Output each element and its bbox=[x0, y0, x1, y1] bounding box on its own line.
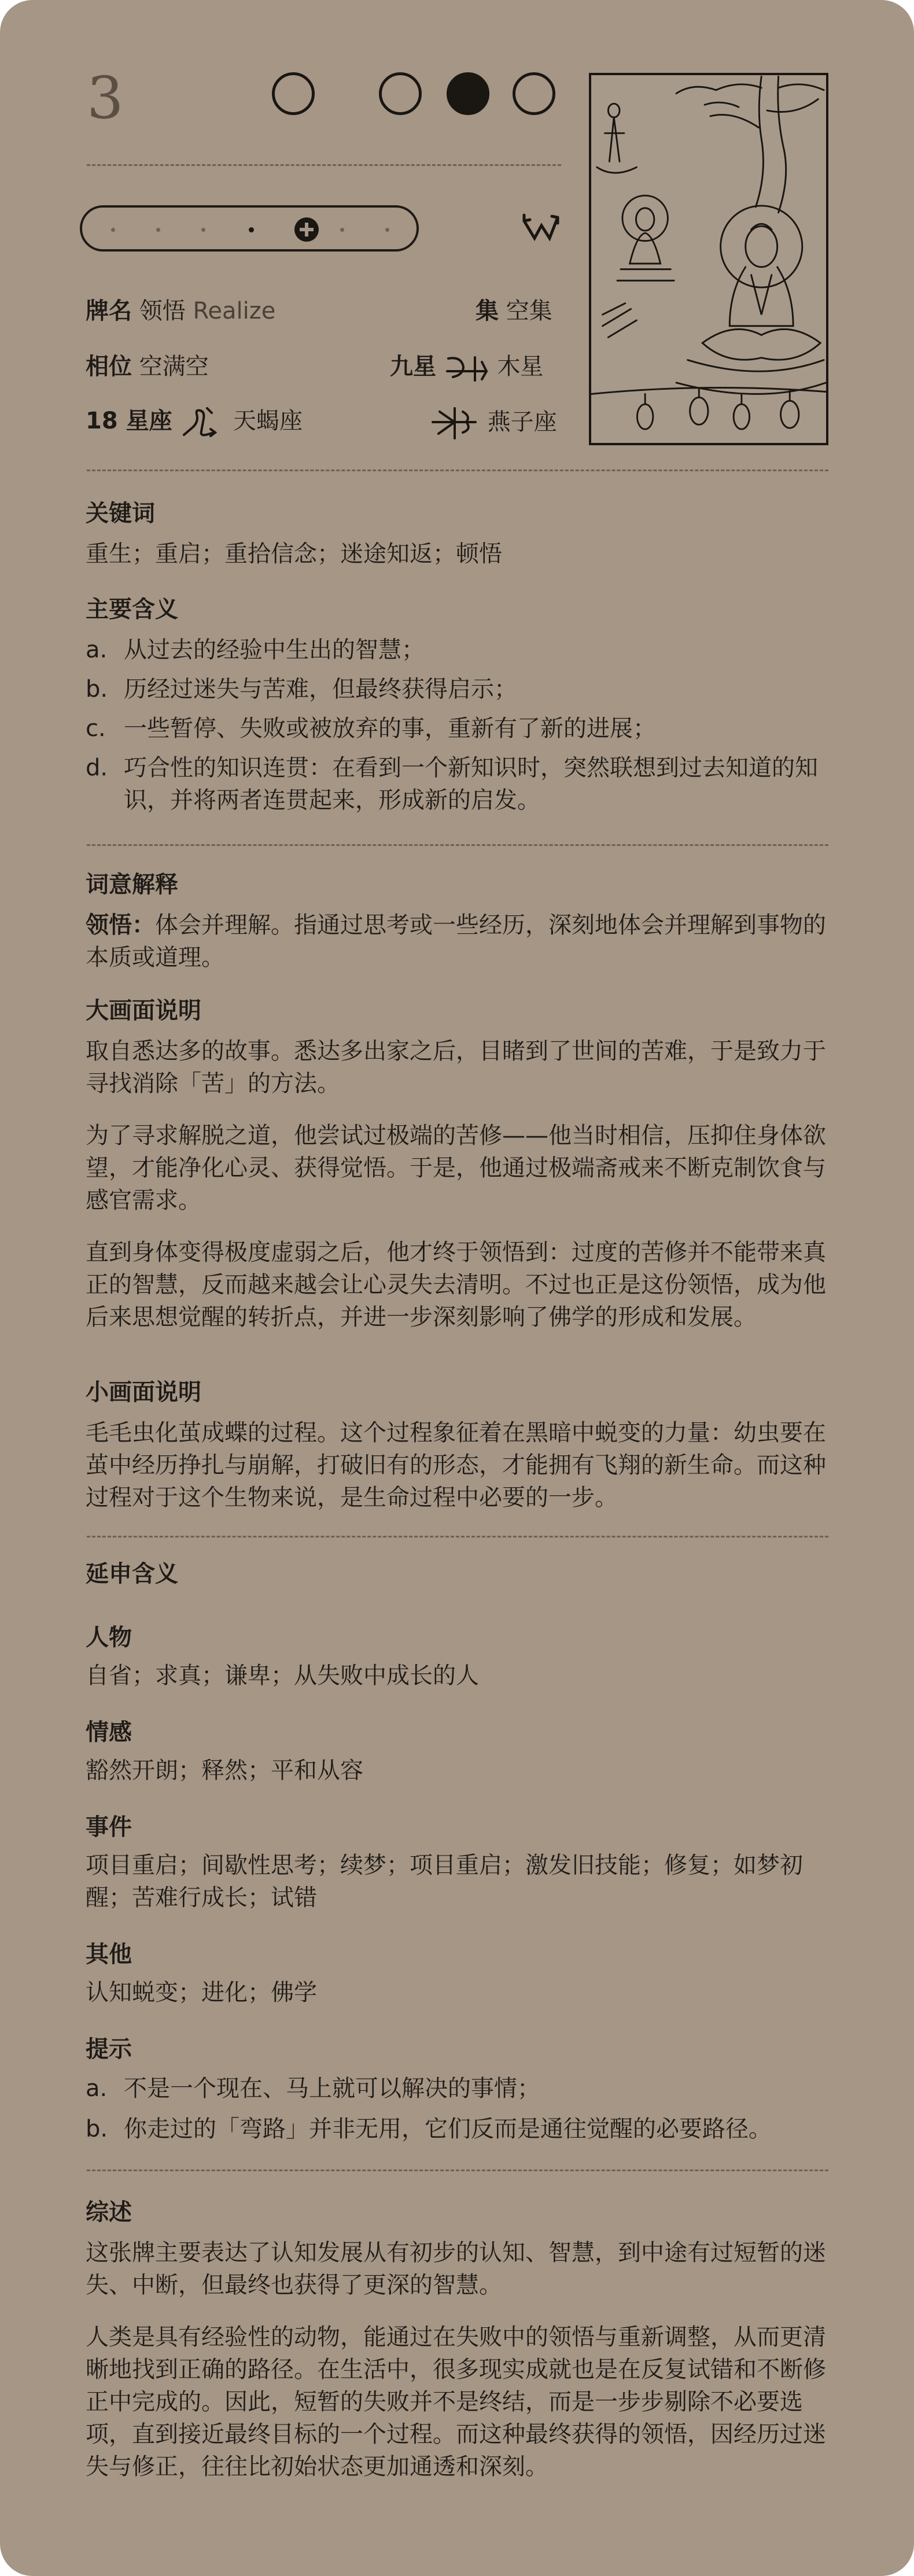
position-label: 相位 bbox=[86, 353, 132, 380]
nine-stars-value: 木星 bbox=[497, 353, 544, 380]
list-item: d. 巧合性的知识连贯：在看到一个新知识时，突然联想到过去知道的知识，并将两者连贯起来，形成新的启发。 bbox=[86, 755, 818, 814]
divider bbox=[87, 2170, 828, 2171]
big-picture-section bbox=[86, 993, 832, 1333]
word-explain-title: 词意解释 bbox=[86, 871, 178, 898]
progress-dots bbox=[272, 72, 567, 124]
divider bbox=[87, 1536, 828, 1538]
constellation-label: 18 星座 bbox=[86, 408, 172, 434]
set-value: 空集 bbox=[506, 298, 552, 324]
set-row bbox=[476, 295, 552, 327]
divider bbox=[87, 470, 828, 471]
main-meaning-section bbox=[86, 592, 832, 816]
extended-section bbox=[86, 1557, 832, 2145]
small-picture-title: 小画面说明 bbox=[86, 1379, 201, 1406]
progress-dot-3-active[interactable] bbox=[447, 72, 489, 115]
extra-constellation-value: 燕子座 bbox=[487, 409, 557, 435]
position-slider[interactable] bbox=[80, 205, 419, 252]
arrows-symbol-icon bbox=[521, 208, 561, 249]
slider-tick bbox=[201, 228, 205, 232]
progress-dot-1[interactable] bbox=[272, 72, 315, 115]
slider-tick bbox=[249, 227, 254, 232]
list-item: c. 一些暂停、失败或被放弃的事，重新有了新的进展； bbox=[86, 715, 656, 742]
summary-section bbox=[86, 2195, 832, 2483]
slider-tick bbox=[340, 228, 344, 232]
constellation-row bbox=[86, 405, 303, 439]
card-name-row bbox=[86, 295, 275, 327]
summary-paragraph: 人类是具有经验性的动物，能通过在失败中的领悟与重新调整，从而更清晰地找到正确的路径。在生活中，很多现实成就也是在反复试错和不断修正中完成的。因此，短暂的失败并不是终结，而是一步步剔除不必要选项，直到接近最终目标的一个过程。而这种最终获得的领悟，因经历过迷失与修正，往往比初始状态更加通透和深刻。 bbox=[86, 2324, 826, 2480]
divider bbox=[87, 164, 561, 166]
card-name-en: Realize bbox=[193, 298, 276, 324]
big-picture-paragraph: 取自悉达多的故事。悉达多出家之后，目睹到了世间的苦难，于是致力于寻找消除「苦」的方法。 bbox=[86, 1038, 826, 1097]
list-item: a. 不是一个现在、马上就可以解决的事情； bbox=[86, 2075, 540, 2102]
word-explain-text: 领悟：体会并理解。指通过思考或一些经历，深刻地体会并理解到事物的本质或道理。 bbox=[86, 912, 826, 971]
nine-stars-row bbox=[390, 350, 543, 384]
event-text: 项目重启；间歇性思考；续梦；项目重启；激发旧技能；修复；如梦初醒；苦难行成长；试错 bbox=[86, 1852, 803, 1911]
jupiter-symbol-icon bbox=[444, 352, 490, 384]
divider bbox=[87, 844, 828, 846]
extended-title: 延申含义 bbox=[86, 1561, 178, 1587]
slider-tick bbox=[156, 228, 160, 232]
progress-dot-4[interactable] bbox=[513, 72, 555, 115]
big-picture-paragraph: 为了寻求解脱之道，他尝试过极端的苦修——他当时相信，压抑住身体欲望，才能净化心灵、获得觉悟。于是，他通过极端斋戒来不断克制饮食与感官需求。 bbox=[86, 1122, 826, 1214]
big-picture-title: 大画面说明 bbox=[86, 997, 201, 1024]
big-picture-paragraph: 直到身体变得极度虚弱之后，他才终于领悟到：过度的苦修并不能带来真正的智慧，反而越来越会让心灵失去清明。不过也正是这份领悟，成为他后来思想觉醒的转折点，并进一步深刻影响了佛学的形成和发展。 bbox=[86, 1239, 826, 1330]
set-label: 集 bbox=[476, 298, 499, 324]
swallow-symbol-icon bbox=[428, 405, 480, 442]
card-name-label: 牌名 bbox=[86, 298, 132, 324]
position-value: 空满空 bbox=[139, 353, 209, 380]
other-title: 其他 bbox=[86, 1941, 132, 1968]
tips-title: 提示 bbox=[86, 2036, 132, 2063]
people-text: 自省；求真；谦卑；从失败中成长的人 bbox=[86, 1662, 479, 1689]
people-title: 人物 bbox=[86, 1624, 132, 1651]
summary-paragraph: 这张牌主要表达了认知发展从有初步的认知、智慧，到中途有过短暂的迷失、中断，但最终也获得了更深的智慧。 bbox=[86, 2239, 826, 2298]
small-picture-text: 毛毛虫化茧成蝶的过程。这个过程象征着在黑暗中蜕变的力量：幼虫要在茧中经历挣扎与崩解，打破旧有的形态，才能拥有飞翔的新生命。而这种过程对于这个生物来说，是生命过程中必要的一步。 bbox=[86, 1420, 826, 1511]
constellation-value: 天蝎座 bbox=[233, 408, 303, 434]
main-meaning-title: 主要含义 bbox=[86, 596, 178, 623]
extra-constellation-row bbox=[428, 405, 557, 442]
other-text: 认知蜕变；进化；佛学 bbox=[86, 1979, 317, 2006]
nine-stars-label: 九星 bbox=[390, 353, 436, 380]
card-name-cn: 领悟 bbox=[139, 298, 186, 324]
small-picture-section bbox=[86, 1375, 832, 1514]
emotion-text: 豁然开朗；释然；平和从容 bbox=[86, 1757, 363, 1784]
keywords-section bbox=[86, 496, 832, 570]
summary-title: 综述 bbox=[86, 2199, 132, 2226]
progress-dot-2[interactable] bbox=[379, 72, 422, 115]
emotion-title: 情感 bbox=[86, 1719, 132, 1746]
slider-tick bbox=[111, 228, 115, 232]
list-item: b. 你走过的「弯路」并非无用，它们反而是通往觉醒的必要路径。 bbox=[86, 2116, 772, 2142]
list-item: b. 历经过迷失与苦难，但最终获得启示； bbox=[86, 676, 517, 703]
list-item: a. 从过去的经验中生出的智慧； bbox=[86, 637, 425, 663]
position-row bbox=[86, 350, 209, 383]
scorpio-symbol-icon bbox=[179, 405, 226, 439]
keywords-text: 重生；重启；重拾信念；迷途知返；顿悟 bbox=[86, 541, 502, 567]
card-number: 3 bbox=[87, 64, 124, 132]
slider-tick bbox=[385, 228, 389, 232]
buddha-illustration bbox=[589, 73, 828, 445]
slider-plus-knob-icon[interactable] bbox=[294, 217, 319, 242]
keywords-title: 关键词 bbox=[86, 500, 155, 527]
event-title: 事件 bbox=[86, 1814, 132, 1840]
word-explain-section bbox=[86, 867, 832, 974]
